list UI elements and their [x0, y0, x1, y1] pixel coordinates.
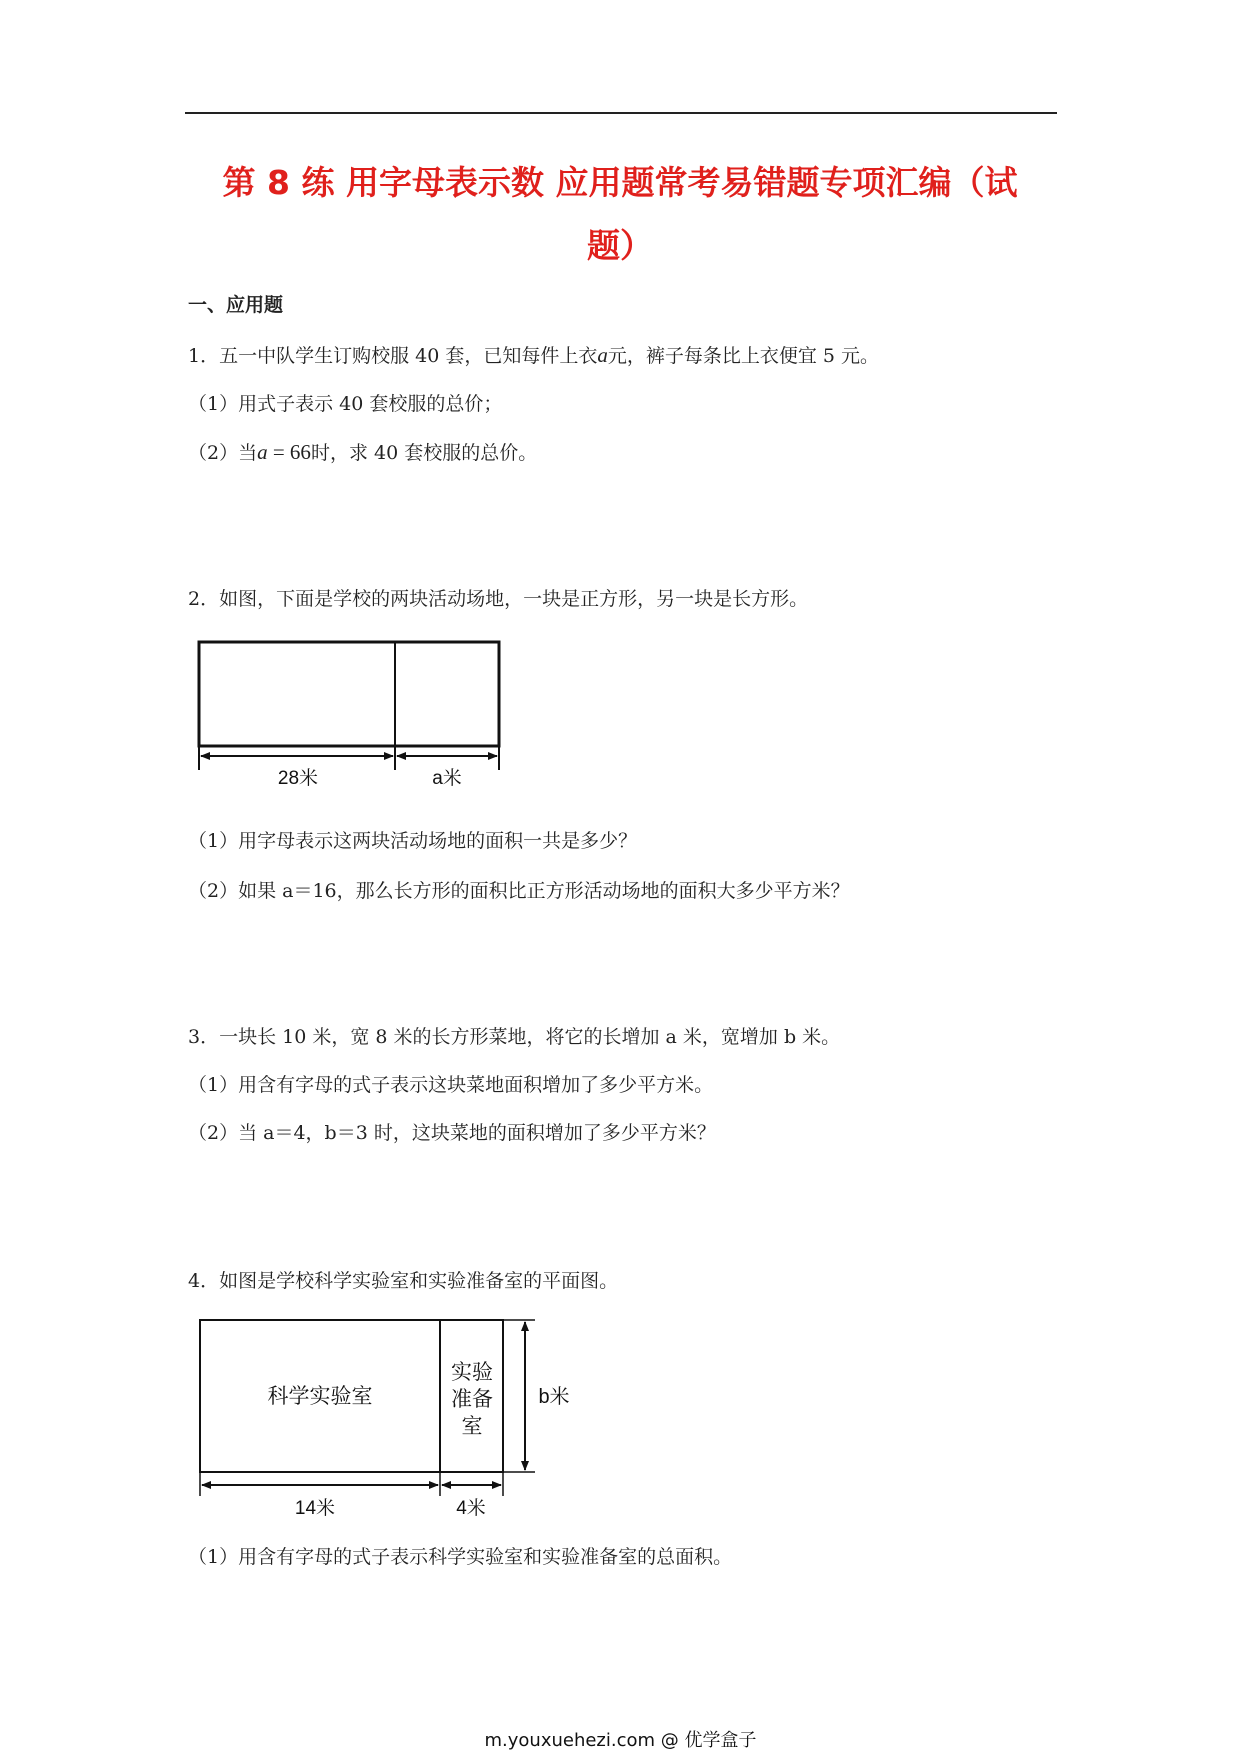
q4-stem: 4．如图是学校科学实验室和实验准备室的平面图。 — [188, 1270, 619, 1292]
footer-watermark: m.youxuehezi.com @ 优学盒子 — [484, 1730, 757, 1751]
q4-room-prep-line-1: 实验 — [451, 1361, 493, 1384]
q4-label-bm: b米 — [538, 1386, 570, 1408]
q4-room-science-lab: 科学实验室 — [267, 1385, 373, 1408]
q3-part-1: （1）用含有字母的式子表示这块菜地面积增加了多少平方米。 — [188, 1074, 714, 1096]
section-heading: 一、应用题 — [188, 294, 284, 316]
header-rule — [185, 112, 1057, 114]
q4-room-prep-line-3: 室 — [461, 1415, 483, 1438]
q4-label-4m: 4米 — [456, 1498, 486, 1519]
q2-figure — [190, 632, 510, 796]
q1-part-2-text-b: 时，求 40 套校服的总价。 — [310, 442, 538, 464]
q2-part-2: （2）如果 a＝16，那么长方形的面积比正方形活动场地的面积大多少平方米？ — [188, 880, 850, 902]
q1-part-2 — [188, 438, 537, 465]
q3-part-2: （2）当 a＝4，b＝3 时，这块菜地的面积增加了多少平方米？ — [188, 1122, 716, 1144]
q4-room-prep-line-2: 准备 — [451, 1388, 493, 1411]
q4-figure — [190, 1310, 580, 1529]
q4-part-1: （1）用含有字母的式子表示科学实验室和实验准备室的总面积。 — [188, 1546, 733, 1568]
page-title-line-1: 第 8 练 用字母表示数 应用题常考易错题专项汇编（试 — [222, 163, 1018, 202]
q1-stem-variable: a — [597, 343, 608, 367]
q1-stem-text-b: 元，裤子每条比上衣便宜 5 元。 — [607, 345, 880, 367]
q1-part-2-equation: = 66 — [267, 440, 311, 464]
q4-label-14m: 14米 — [294, 1498, 336, 1519]
q4-diagram — [190, 1310, 580, 1525]
q2-label-28m: 28米 — [277, 768, 319, 789]
q1-stem-text-a: 1．五一中队学生订购校服 40 套，已知每件上衣 — [188, 345, 598, 367]
q2-part-1: （1）用字母表示这两块活动场地的面积一共是多少？ — [188, 830, 638, 852]
page-title-line-2: 题） — [587, 226, 653, 265]
q1-part-1: （1）用式子表示 40 套校服的总价； — [188, 393, 503, 415]
q2-label-am: a米 — [432, 768, 462, 789]
q2-diagram — [190, 632, 510, 792]
q1-part-2-variable: a — [257, 440, 268, 464]
q2-stem: 2．如图，下面是学校的两块活动场地，一块是正方形，另一块是长方形。 — [188, 588, 809, 610]
q2-outer-rectangle — [199, 642, 499, 746]
q1-stem — [188, 341, 879, 368]
q3-stem: 3．一块长 10 米，宽 8 米的长方形菜地，将它的长增加 a 米，宽增加 b 米。 — [188, 1026, 841, 1048]
q1-part-2-text-a: （2）当 — [188, 442, 258, 464]
